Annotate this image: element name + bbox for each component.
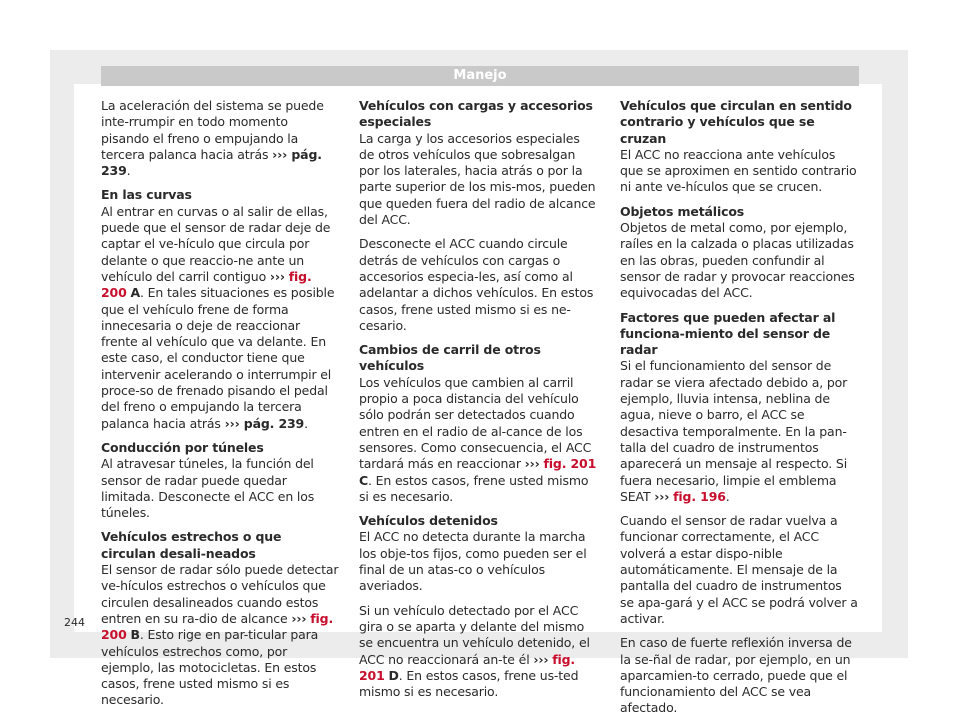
paragraph: Si el funcionamiento del sensor de radar se viera afectado debido a, por ejemplo, lluvia intensa, neblina de agua, nieve o barro, el ACC se desactiva temporalmente. En la pan-talla del cuadro de instrumentos aparecerá un mensaje al respecto. Si fuera necesario, limpie el emblema SEAT ››› fig. 196. bbox=[620, 358, 848, 504]
paragraph: Al entrar en curvas o al salir de ellas, puede que el sensor de radar deje de captar el ve-hículo que circula por delante o que reaccio-ne ante un vehículo del carril contiguo ››› fig. 200 A. En tales situaciones es posible que el vehículo frene de forma innecesaria o deje de reaccionar frente al vehículo que va delante. En este caso, el conductor tiene que intervenir acelerando o interrumpir el proce-so de frenado pisando el pedal del freno o empujando la tercera palanca hacia atrás ››› pág. 239. bbox=[101, 203, 335, 431]
paragraph: En caso de fuerte reflexión inversa de la se-ñal de radar, por ejemplo, en un aparcamien-to cerrado, puede que el funcionamiento del ACC se vea afectado. bbox=[620, 635, 852, 716]
figure-link[interactable]: fig. 200 bbox=[101, 610, 334, 643]
section-heading: Factores que pueden afectar al funciona-miento del sensor de radar bbox=[620, 309, 836, 358]
page-number: 244 bbox=[64, 616, 85, 629]
page-reference-link[interactable]: ››› pág. 239 bbox=[224, 415, 305, 431]
section-heading: En las curvas bbox=[101, 187, 192, 203]
page-reference-link[interactable]: ››› pág. 239 bbox=[101, 146, 322, 179]
figure-link[interactable]: fig. 201 bbox=[359, 651, 576, 683]
figure-link[interactable]: fig. 196 bbox=[673, 488, 726, 504]
column-3 bbox=[620, 98, 858, 725]
section-heading: Objetos metálicos bbox=[620, 203, 745, 219]
figure-link[interactable]: fig. 200 bbox=[101, 268, 312, 301]
figure-link[interactable]: fig. 201 bbox=[543, 456, 597, 472]
paragraph: El sensor de radar sólo puede detectar ve-hículos estrechos o vehículos que circulen desalineados cuando estos entren en su ra-dio de alcance ››› fig. 200 B. Esto rige en par-ticular para vehículos estrechos como, por ejemplo, las motocicletas. En estos casos, frene usted mismo si es necesario. bbox=[101, 562, 339, 708]
paragraph: Al atravesar túneles, la función del sensor de radar puede quedar limitada. Desconecte el ACC en los túneles. bbox=[101, 456, 315, 521]
section-heading: Vehículos con cargas y accesorios especiales bbox=[359, 98, 593, 130]
paragraph: El ACC no reacciona ante vehículos que se aproximen en sentido contrario ni ante ve-hículos que se crucen. bbox=[620, 146, 857, 195]
paragraph: Los vehículos que cambien al carril propio a poca distancia del vehículo sólo podrán ser detectados cuando entren en el radio de al-cance de los sensores. Como consecuencia, el ACC tardará más en reaccionar ››› fig. 201 C. En estos casos, frene usted mismo si es necesario. bbox=[359, 374, 597, 504]
paragraph: La carga y los accesorios especiales de otros vehículos que sobresalgan por los laterales, hacia atrás o por la parte superior de los mis-mos, pueden que queden fuera del radio de alcance del ACC. bbox=[359, 130, 596, 228]
paragraph: Desconecte el ACC cuando circule detrás de vehículos con cargas o accesorios especia-les, así como al adelantar a dichos vehículos. En estos casos, frene usted mismo si es ne-cesario. bbox=[359, 236, 594, 333]
paragraph: El ACC no detecta durante la marcha los obje-tos fijos, como pueden ser el final de un atas-co o vehículos averiados. bbox=[359, 529, 587, 594]
section-header: Manejo bbox=[101, 66, 859, 86]
paragraph: La aceleración del sistema se puede inte-rrumpir en todo momento pisando el freno o empujando la tercera palanca hacia atrás ››› pág. 239. bbox=[101, 98, 324, 179]
section-heading: Conducción por túneles bbox=[101, 439, 264, 455]
section-heading: Vehículos estrechos o que circulan desali-neados bbox=[101, 529, 282, 561]
section-heading: Cambios de carril de otros vehículos bbox=[359, 342, 541, 374]
column-1 bbox=[101, 98, 339, 717]
paragraph: Cuando el sensor de radar vuelva a funcionar correctamente, el ACC volverá a estar dispo-nible automáticamente. El mensaje de la pantalla del cuadro de instrumentos se apa-gará y el ACC se podrá volver a activar. bbox=[620, 513, 858, 626]
paragraph: Si un vehículo detectado por el ACC gira o se aparta y delante del mismo se encuentra un vehículo detenido, el ACC no reaccionará an-te él ››› fig. 201 D. En estos casos, frene us-ted mismo si es necesario. bbox=[359, 602, 590, 700]
section-heading: Vehículos que circulan en sentido contrario y vehículos que se cruzan bbox=[620, 98, 852, 146]
column-2 bbox=[359, 98, 597, 708]
section-heading: Vehículos detenidos bbox=[359, 513, 498, 529]
paragraph: Objetos de metal como, por ejemplo, raíles en la calzada o placas utilizadas en las obras, pueden confundir al sensor de radar y provocar reacciones equivocadas del ACC. bbox=[620, 220, 855, 301]
